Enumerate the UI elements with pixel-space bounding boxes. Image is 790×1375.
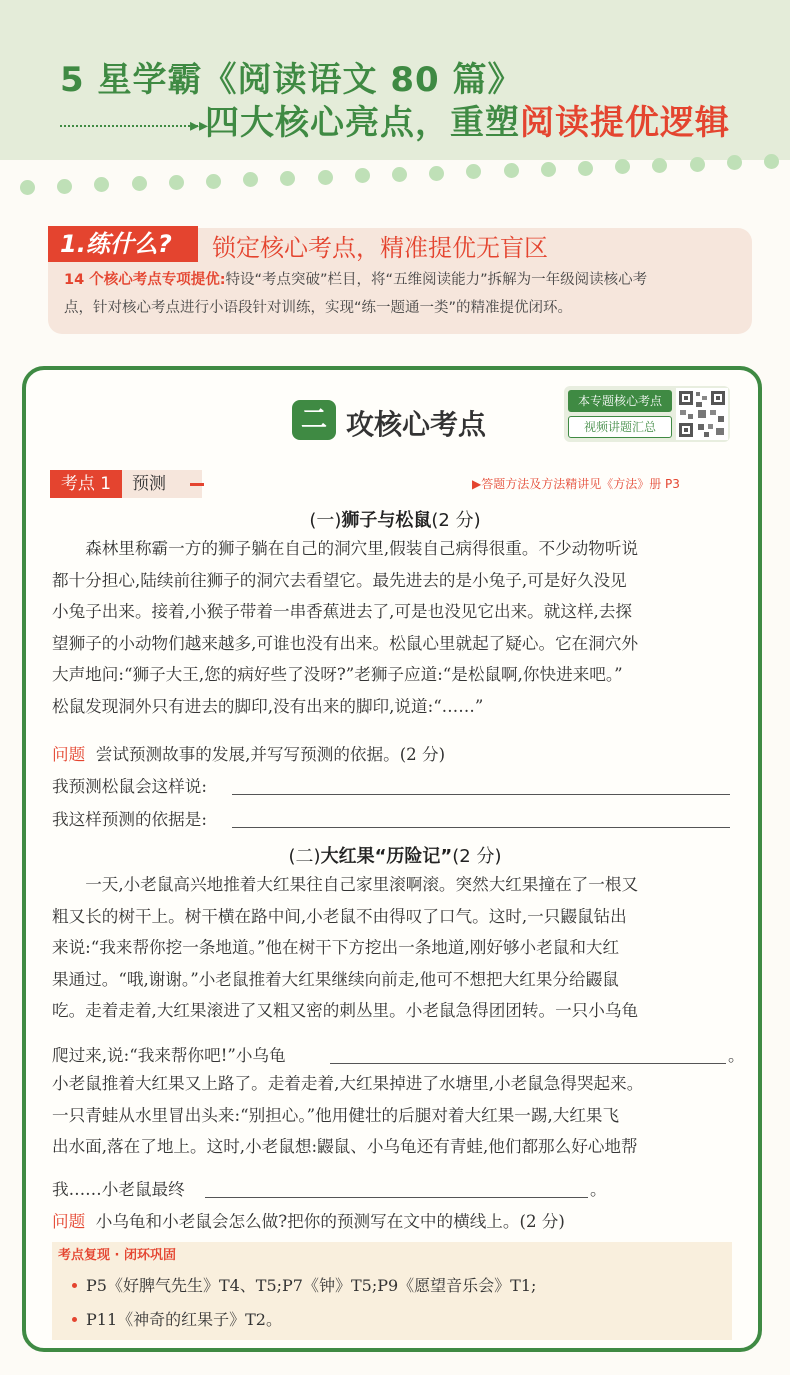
- section1-text: 14 个核心考点专项提优:特设“考点突破”栏目，将“五维阅读能力”拆解为一年级阅读核心考 点，针对核心考点进行小语段针对训练，实现“练一题通一类”的精准提优闭环。: [64, 272, 648, 316]
- method-reference: ▶答题方法及方法精讲见《方法》册 P3: [472, 477, 680, 491]
- story2-line: 小老鼠推着大红果又上路了。走着走着,大红果掉进了水塘里,小老鼠急得哭起来。: [52, 1074, 644, 1093]
- decorative-dot: [280, 171, 295, 186]
- decorative-dot: [57, 179, 72, 194]
- decorative-dots-row: [0, 140, 790, 200]
- decorative-dot: [764, 154, 779, 169]
- story1-line: 小兔子出来。接着,小猴子带着一串香蕉进去了,可是也没见它出来。就这样,去探: [52, 602, 633, 621]
- story1-line: 森林里称霸一方的狮子躺在自己的洞穴里,假装自己病得很重。不少动物听说: [85, 539, 639, 558]
- story1-line: 松鼠发现洞外只有进去的脚印,没有出来的脚印,说道:“……”: [52, 696, 484, 716]
- story2-line: 出水面,落在了地上。这时,小老鼠想:鼹鼠、小乌龟还有青蛙,他们都那么好心地帮: [52, 1137, 638, 1156]
- section1-badge: 1.练什么?: [48, 226, 198, 262]
- keypoint-name: 预测: [122, 470, 202, 498]
- story1-title: (一)狮子与松鼠(2 分): [309, 510, 481, 531]
- story2-line: 一天,小老鼠高兴地推着大红果往自己家里滚啊滚。突然大红果撞在了一根又: [85, 875, 639, 894]
- story2-line: 粗又长的树干上。树干横在路中间,小老鼠不由得叹了口气。这时,一只鼹鼠钻出: [52, 906, 627, 926]
- decorative-dot: [94, 177, 109, 192]
- story2-line: 来说:“我来帮你挖一条地道。”他在树干下方挖出一条地道,刚好够小老鼠和大红: [52, 938, 620, 957]
- keypoint-dash: [190, 483, 204, 486]
- story2-body-a: [52, 869, 742, 1027]
- keypoint-badge: 考点 1: [50, 470, 122, 498]
- story2-title: (二)大红果“历险记”(2 分): [288, 846, 502, 867]
- section-title: 攻核心考点: [346, 408, 487, 441]
- question-label: 问题: [52, 745, 86, 764]
- story1-line: 望狮子的小动物们越来越多,可谁也没有出来。松鼠心里就起了疑心。它在洞穴外: [52, 633, 639, 653]
- decorative-dot: [355, 168, 370, 183]
- story2-body-b: [52, 1068, 742, 1163]
- story1-line: 大声地问:“狮子大王,您的病好些了没呀?”老狮子应道:“是松鼠啊,你快进来吧。”: [52, 665, 623, 684]
- story2-question: 问题 小乌龟和小老鼠会怎么做?把你的预测写在文中的横线上。(2 分): [52, 1212, 565, 1231]
- decorative-dot: [206, 174, 221, 189]
- review-item: P5《好脾气先生》T4、T5;P7《钟》T5;P9《愿望音乐会》T1;: [86, 1276, 537, 1295]
- review-title: 考点复现 · 闭环巩固: [58, 1248, 176, 1263]
- decorative-dot: [132, 176, 147, 191]
- answer2-blank[interactable]: [232, 826, 730, 828]
- story2-blank2-end: 。: [590, 1180, 607, 1199]
- decorative-dot: [727, 155, 742, 170]
- section1-lead: 14 个核心考点专项提优:: [64, 272, 226, 288]
- decorative-dot: [20, 180, 35, 195]
- header-highlight: 阅读提优逻辑: [520, 103, 730, 143]
- story1-body: [52, 533, 742, 722]
- qr-label-core: 本专题核心考点: [568, 390, 672, 412]
- decorative-dot: [690, 157, 705, 172]
- decorative-dot: [652, 158, 667, 173]
- answer1-blank[interactable]: [232, 793, 730, 795]
- decorative-dot: [169, 175, 184, 190]
- decorative-dot: [466, 164, 481, 179]
- section-number-badge: 二: [292, 400, 336, 440]
- qr-label-video: 视频讲题汇总: [568, 416, 672, 438]
- turtle-blank[interactable]: [330, 1062, 726, 1064]
- section1-subtitle: 锁定核心考点，精准提优无盲区: [212, 234, 548, 262]
- story1-line: 都十分担心,陆续前往狮子的洞穴去看望它。最先进去的是小兔子,可是好久没见: [52, 570, 627, 590]
- decorative-dot: [541, 162, 556, 177]
- story2-blank-line2: 我……小老鼠最终: [52, 1180, 185, 1199]
- qr-code-icon[interactable]: [676, 388, 728, 440]
- mouse-blank[interactable]: [205, 1196, 588, 1198]
- story2-blank-line1: 爬过来,说:“我来帮你吧!”小乌龟: [52, 1046, 286, 1065]
- story1-answer1: 我预测松鼠会这样说:: [52, 777, 207, 796]
- review-item: P11《神奇的红果子》T2。: [86, 1310, 282, 1329]
- story2-line: 果通过。“哦,谢谢。”小老鼠推着大红果继续向前走,他可不想把大红果分给鼹鼠: [52, 969, 619, 989]
- question-label: 问题: [52, 1212, 86, 1231]
- decorative-dot: [504, 163, 519, 178]
- decorative-dot: [429, 166, 444, 181]
- decorative-dot: [318, 170, 333, 185]
- arrow-icon: ▸▸: [190, 115, 209, 136]
- decorative-dot: [392, 167, 407, 182]
- story1-question: 问题 尝试预测故事的发展,并写写预测的依据。(2 分): [52, 745, 446, 764]
- decorative-dot: [615, 159, 630, 174]
- story2-blank1-end: 。: [728, 1046, 745, 1065]
- story2-line: 吃。走着走着,大红果滚进了又粗又密的刺丛里。小老鼠急得团团转。一只小乌龟: [52, 1001, 639, 1020]
- story2-line: 一只青蛙从水里冒出头来:“别担心。”他用健壮的后腿对着大红果一踢,大红果飞: [52, 1105, 620, 1125]
- decorative-dot: [243, 172, 258, 187]
- header-title-line1: 5 星学霸《阅读语文 80 篇》: [60, 60, 523, 100]
- header-title-line2: 四大核心亮点，重塑阅读提优逻辑: [205, 103, 730, 143]
- header-dotted-line: [60, 125, 198, 127]
- bullet-icon: [72, 1283, 77, 1288]
- decorative-dot: [578, 161, 593, 176]
- story1-answer2: 我这样预测的依据是:: [52, 810, 207, 829]
- bullet-icon: [72, 1317, 77, 1322]
